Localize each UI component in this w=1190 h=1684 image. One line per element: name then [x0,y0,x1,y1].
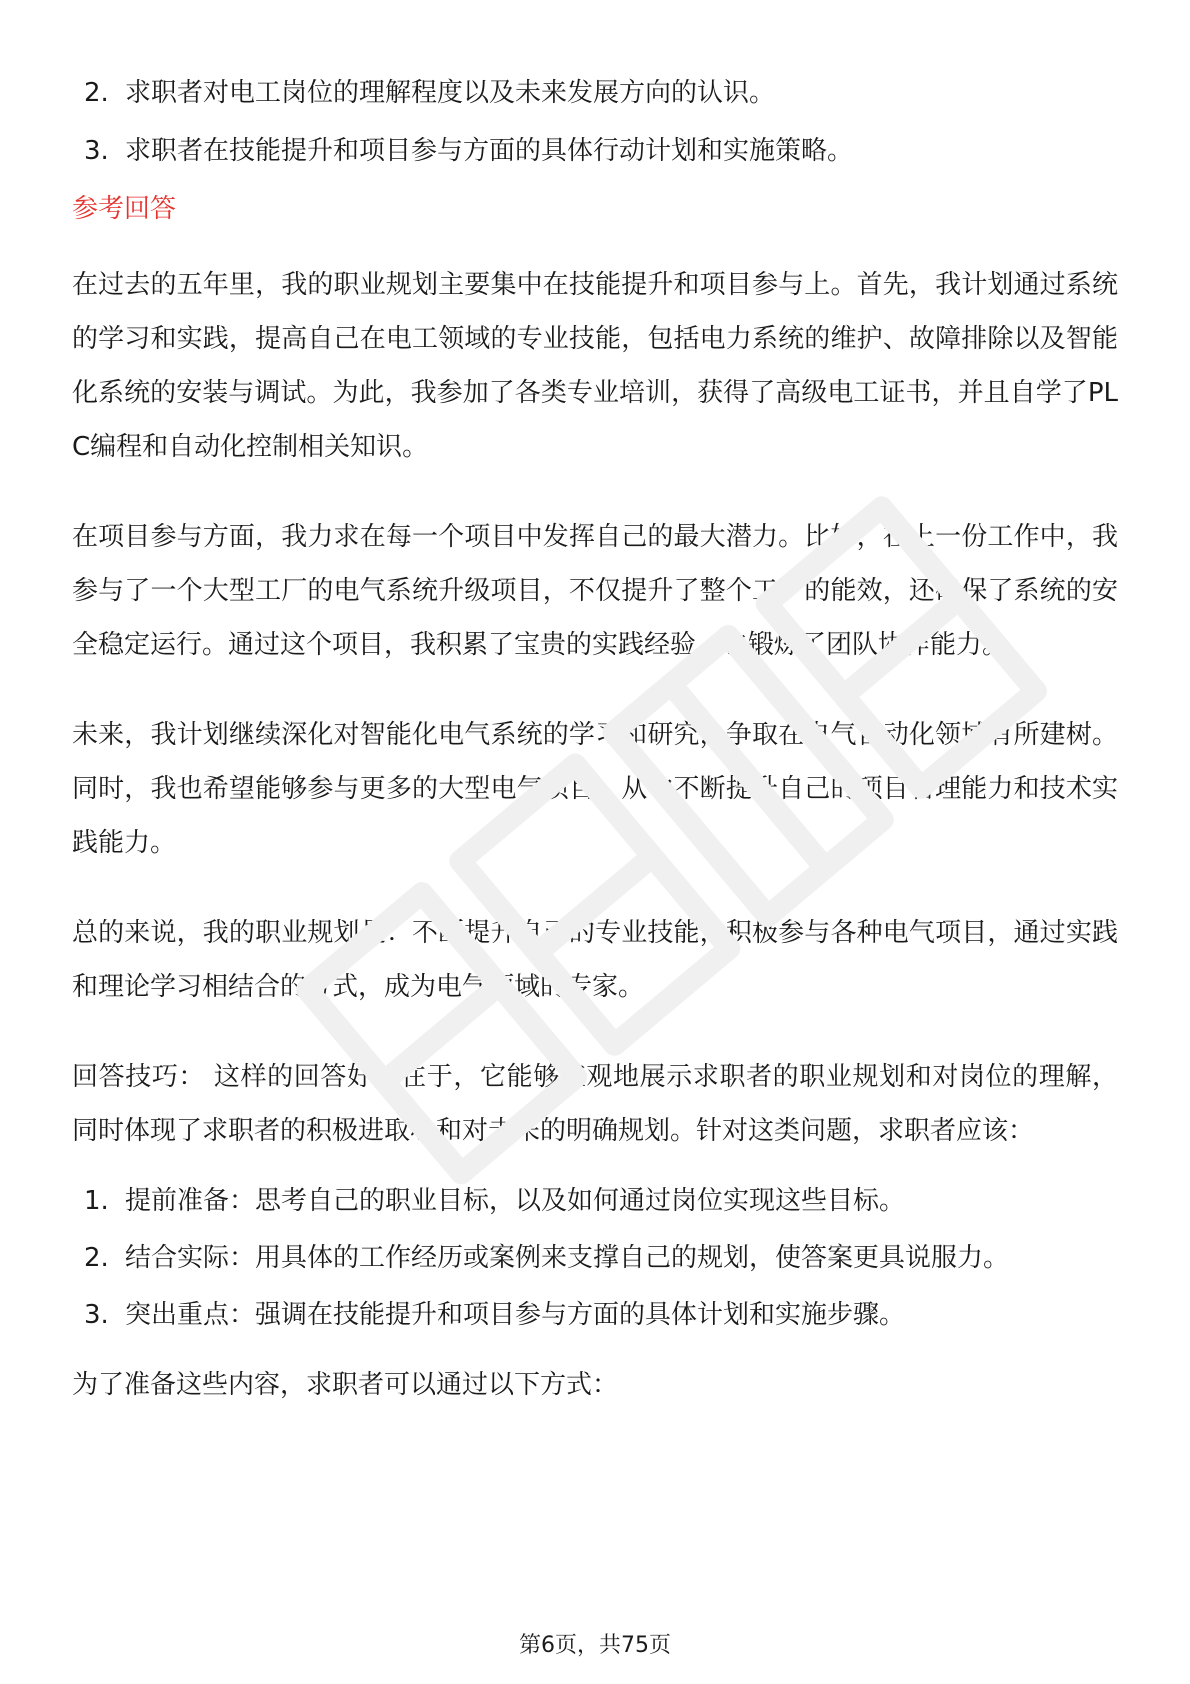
list-number: 3. [84,136,109,166]
paragraph: 在项目参与方面，我力求在每一个项目中发挥自己的最大潜力。比如，在上一份工作中，我参与了一个大型工厂的电气系统升级项目，不仅提升了整个工厂的能效，还确保了系统的安全稳定运行。通过这个项目，我积累了宝贵的实践经验，也锻炼了团队协作能力。 [72,522,1118,660]
section-heading: 参考回答 [72,194,177,224]
list-text: 结合实际：用具体的工作经历或案例来支撑自己的规划，使答案更具说服力。 [125,1243,1010,1273]
list-text: 求职者对电工岗位的理解程度以及未来发展方向的认识。 [125,78,776,108]
list-number: 3. [84,1300,109,1330]
paragraph: 回答技巧： 这样的回答好处在于，它能够直观地展示求职者的职业规划和对岗位的理解，同时体现了求职者的积极进取心和对未来的明确规划。针对这类问题，求职者应该： [72,1062,1118,1146]
list-item [72,1296,1118,1334]
intro-list [72,74,1118,170]
list-text: 提前准备：思考自己的职业目标，以及如何通过岗位实现这些目标。 [125,1186,906,1216]
list-number: 1. [84,1186,109,1216]
paragraph: 未来，我计划继续深化对智能化电气系统的学习和研究，争取在电气自动化领域有所建树。同时，我也希望能够参与更多的大型电气项目，从中不断提升自己的项目管理能力和技术实践能力。 [72,720,1118,858]
list-item [72,74,1118,112]
list-text: 突出重点：强调在技能提升和项目参与方面的具体计划和实施步骤。 [125,1300,906,1330]
document-body [72,62,1118,1448]
closing-paragraph: 为了准备这些内容，求职者可以通过以下方式： [72,1370,619,1400]
list-number: 2. [84,78,109,108]
list-item [72,132,1118,170]
list-item [72,1182,1118,1220]
tips-list [72,1182,1118,1334]
list-text: 求职者在技能提升和项目参与方面的具体行动计划和实施策略。 [125,136,854,166]
list-item [72,1239,1118,1277]
list-number: 2. [84,1243,109,1273]
paragraph: 总的来说，我的职业规划是：不断提升自己的专业技能，积极参与各种电气项目，通过实践和理论学习相结合的方式，成为电气领域的专家。 [72,918,1118,1002]
page-footer: 第6页，共75页 [519,1633,671,1658]
paragraph: 在过去的五年里，我的职业规划主要集中在技能提升和项目参与上。首先，我计划通过系统的学习和实践，提高自己在电工领域的专业技能，包括电力系统的维护、故障排除以及智能化系统的安装与调试。为此，我参加了各类专业培训，获得了高级电工证书，并且自学了PLC编程和自动化控制相关知识。 [72,270,1118,462]
